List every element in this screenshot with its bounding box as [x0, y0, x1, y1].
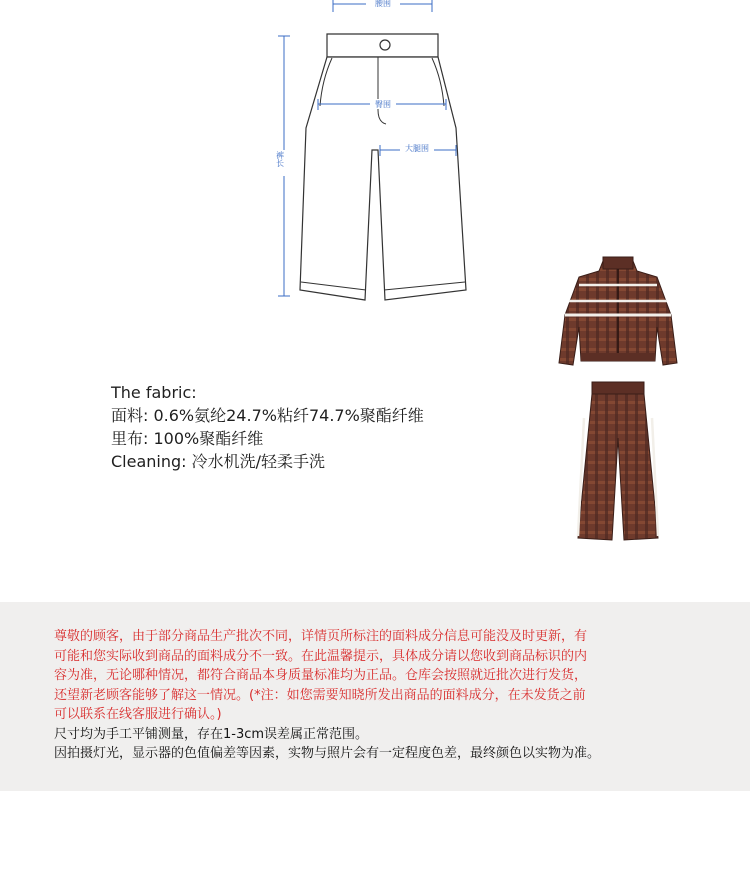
fabric-material-line: 面料: 0.6%氨纶24.7%粘纤74.7%聚酯纤维	[111, 406, 424, 425]
notice-measure-line: 尺寸均为手工平铺测量，存在1-3cm误差属正常范围。	[54, 726, 369, 742]
notice-red-line: 可能和您实际收到商品的面料成分不一致。在此温馨提示，具体成分请以您收到商品标识的内	[54, 648, 588, 664]
thigh-label: 大腿围	[405, 144, 429, 153]
length-label: 裤长	[275, 151, 285, 167]
notice-red-line: 尊敬的顾客，由于部分商品生产批次不同，详情页所标注的面料成分信息可能没及时更新，有	[54, 629, 588, 644]
hip-label: 臀围	[375, 100, 391, 109]
fabric-heading: The fabric:	[111, 383, 197, 402]
fabric-lining-line: 里布: 100%聚酯纤维	[111, 429, 264, 448]
notice-color-line: 因拍摄灯光，显示器的色值偏差等因素，实物与照片会有一定程度色差，最终颜色以实物为准。	[54, 746, 601, 761]
jacket-product-image	[553, 255, 683, 370]
fabric-cleaning-line: Cleaning: 冷水机洗/轻柔手洗	[111, 452, 326, 471]
notice-red-line: 可以联系在线客服进行确认。)	[54, 707, 222, 722]
notice-panel	[0, 602, 750, 791]
waist-label: 腰围	[375, 0, 391, 8]
notice-text	[54, 627, 714, 764]
notice-red-line: 还望新老顾客能够了解这一情况。(*注：如您需要知晓所发出商品的面料成分，在未发货之前	[54, 687, 586, 703]
fabric-details	[111, 381, 424, 473]
pants-product-image	[572, 378, 664, 543]
notice-red-line: 容为准，无论哪种情况，都符合商品本身质量标准均为正品。仓库会按照就近批次进行发货，	[54, 668, 588, 683]
